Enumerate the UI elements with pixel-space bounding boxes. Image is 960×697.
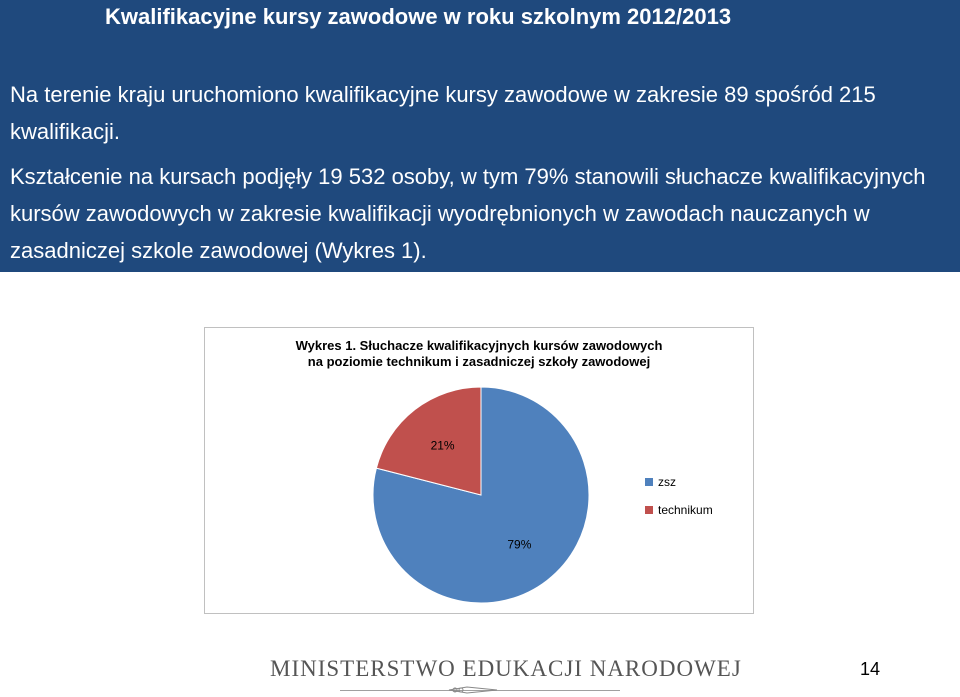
pie-plot-area xyxy=(205,328,753,613)
pie-chart xyxy=(204,327,754,614)
legend-swatch-zsz xyxy=(645,478,653,486)
ministry-logo-text: MINISTERSTWO EDUKACJI NARODOWEJ xyxy=(270,656,742,681)
pen-icon xyxy=(447,686,507,694)
legend-item-technikum xyxy=(645,500,713,520)
legend-label-technikum: technikum xyxy=(658,503,713,517)
chart-title-line1: Wykres 1. Słuchacze kwalifikacyjnych kursów zawodowych xyxy=(295,338,663,353)
page-number: 14 xyxy=(860,659,881,679)
legend-item-zsz xyxy=(645,472,713,492)
paragraph-2: Kształcenie na kursach podjęły 19 532 osoby, w tym 79% stanowili słuchacze kwalifikacyjnych kursów zawodowych w zakresie kwalifikacji wyodrębnionych w zawodach nauczanych w zasadniczej szkole zawodowej (Wykres 1). xyxy=(10,164,926,263)
slide-title: Kwalifikacyjne kursy zawodowe w roku szkolnym 2012/2013 xyxy=(105,4,732,29)
legend-swatch-technikum xyxy=(645,506,653,514)
legend-label-zsz: zsz xyxy=(658,475,676,489)
chart-legend xyxy=(645,472,713,528)
header-band xyxy=(0,0,960,272)
paragraph-1: Na terenie kraju uruchomiono kwalifikacyjne kursy zawodowe w zakresie 89 spośród 215 kwalifikacji. xyxy=(10,82,876,144)
pie-label-technikum: 21% xyxy=(430,438,455,453)
pie-label-zsz: 79% xyxy=(507,537,532,552)
chart-title-line2: na poziomie technikum i zasadniczej szkoły zawodowej xyxy=(307,354,651,369)
